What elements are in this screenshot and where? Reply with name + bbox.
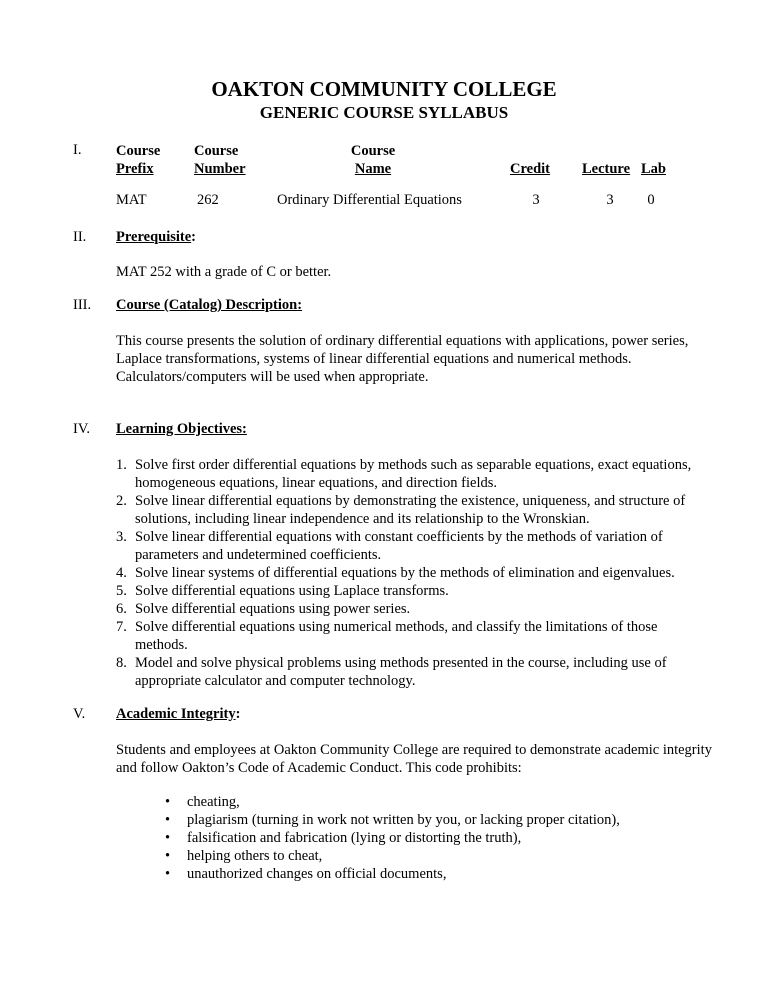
objectives-list bbox=[116, 456, 712, 690]
section-5-numeral: V. bbox=[73, 706, 86, 722]
col-header-number: Course Number bbox=[194, 143, 246, 177]
list-item: 1. Solve first order differential equations by methods such as separable equations, exact equations, homogeneous equations, linear equations, and direction fields. bbox=[116, 457, 692, 491]
list-item: • falsification and fabrication (lying or distorting the truth), bbox=[165, 830, 522, 846]
list-item: 4. Solve linear systems of differential equations by the methods of elimination and eigenvalues. bbox=[116, 565, 675, 581]
integrity-text: Students and employees at Oakton Community College are required to demonstrate academic integrity and follow Oakton’s Code of Academic Conduct. This code prohibits: bbox=[116, 742, 712, 776]
list-item: 5. Solve differential equations using Laplace transforms. bbox=[116, 583, 449, 599]
section-2-numeral: II. bbox=[73, 229, 87, 245]
section-1-numeral: I. bbox=[73, 142, 82, 158]
col-header-name: Course Name bbox=[350, 143, 396, 177]
section-3-numeral: III. bbox=[73, 297, 92, 313]
list-item: 3. Solve linear differential equations with constant coefficients by the methods of variation of parameters and undetermined coefficients. bbox=[116, 529, 663, 563]
syllabus-subtitle: GENERIC COURSE SYLLABUS bbox=[259, 103, 509, 122]
list-item: • unauthorized changes on official documents, bbox=[165, 866, 447, 882]
list-item: • cheating, bbox=[165, 794, 240, 810]
course-lecture: 3 bbox=[606, 192, 614, 208]
bullet-icon: • bbox=[165, 866, 171, 882]
integrity-heading: Academic Integrity: bbox=[116, 706, 241, 722]
section-4-numeral: IV. bbox=[73, 421, 91, 437]
col-header-prefix: Course Prefix bbox=[116, 143, 161, 177]
description-heading: Course (Catalog) Description: bbox=[116, 297, 303, 313]
bullet-icon: • bbox=[165, 794, 171, 810]
prohibitions-list bbox=[165, 793, 725, 883]
list-item: 2. Solve linear differential equations by demonstrating the existence, uniqueness, and structure of solutions, including linear independence and its relationship to the Wronskian. bbox=[116, 493, 686, 527]
list-item: 7. Solve differential equations using numerical methods, and classify the limitations of those methods. bbox=[116, 619, 658, 653]
col-header-lab: Lab bbox=[641, 161, 666, 177]
course-name: Ordinary Differential Equations bbox=[277, 192, 462, 208]
course-lab: 0 bbox=[647, 192, 655, 208]
list-item: 6. Solve differential equations using power series. bbox=[116, 601, 411, 617]
prerequisite-text: MAT 252 with a grade of C or better. bbox=[116, 264, 332, 280]
prerequisite-heading: Prerequisite: bbox=[116, 229, 197, 245]
bullet-icon: • bbox=[165, 830, 171, 846]
list-item: 8. Model and solve physical problems using methods presented in the course, including use of appropriate calculator and computer technology. bbox=[116, 655, 667, 689]
col-header-credit: Credit bbox=[510, 161, 551, 177]
list-item: • plagiarism (turning in work not written by you, or lacking proper citation), bbox=[165, 812, 620, 828]
course-prefix: MAT bbox=[116, 192, 147, 208]
bullet-icon: • bbox=[165, 812, 171, 828]
bullet-icon: • bbox=[165, 848, 171, 864]
college-title: OAKTON COMMUNITY COLLEGE bbox=[211, 77, 557, 101]
col-header-lecture: Lecture bbox=[582, 161, 631, 177]
description-text: This course presents the solution of ordinary differential equations with applications, power series, Laplace transformations, systems of linear differential equations and numerical methods. Calculators/computers will be used when appropriate. bbox=[116, 333, 689, 385]
course-credit: 3 bbox=[532, 192, 540, 208]
list-item: • helping others to cheat, bbox=[165, 848, 323, 864]
course-number: 262 bbox=[197, 192, 219, 208]
objectives-heading: Learning Objectives: bbox=[116, 421, 247, 437]
